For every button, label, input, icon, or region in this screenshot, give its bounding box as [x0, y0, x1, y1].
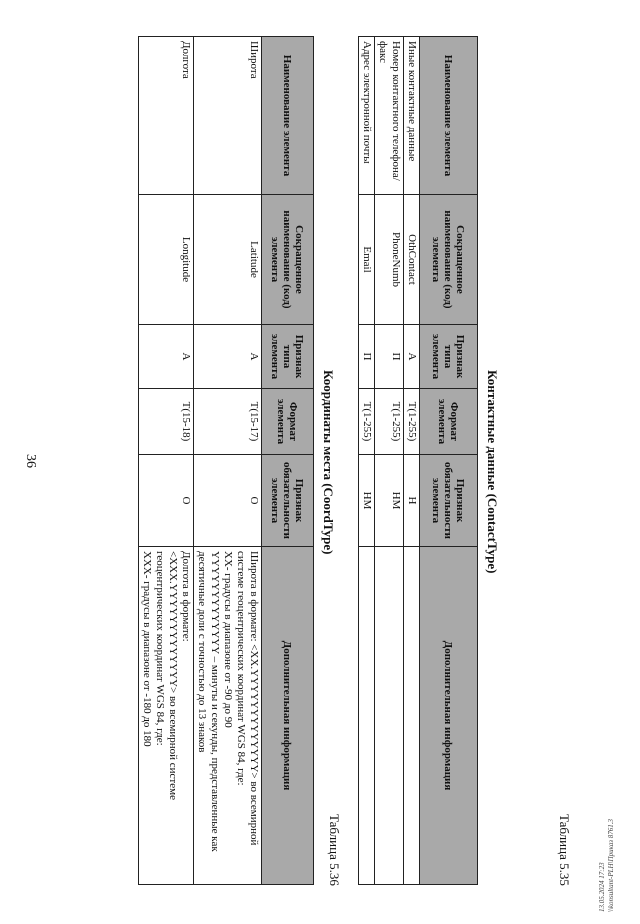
info-line: XXX- градусы в диапазоне от -180 до 180	[141, 551, 153, 747]
table-header-row	[262, 37, 314, 885]
table-row	[404, 37, 420, 885]
cell-name: Долгота	[139, 37, 194, 195]
info-line: <XXX.YYYYYYYYYYYYY> во всемирной системе геоцентрических координат WGS 84, где:	[154, 551, 179, 800]
cell-type: П	[359, 325, 375, 389]
cell-required: НМ	[375, 455, 404, 547]
header-element-name: Наименование элемента	[262, 37, 314, 195]
page-number: 36	[23, 454, 38, 468]
cell-required: Н	[404, 455, 420, 547]
table-header-row	[420, 37, 478, 885]
info-line: XX- градусы в диапазоне от -90 до 90	[222, 551, 234, 728]
cell-format: T(1-255)	[359, 389, 375, 455]
cell-type: А	[404, 325, 420, 389]
table-row	[194, 37, 262, 885]
cell-name: Широта	[194, 37, 262, 195]
cell-info	[404, 547, 420, 885]
cell-info	[194, 547, 262, 885]
table-row	[359, 37, 375, 885]
cell-code: Email	[359, 195, 375, 325]
table-row	[139, 37, 194, 885]
table-5-36-title: Координаты места (CoordType)	[321, 370, 336, 555]
header-element-type: Признак типа элемента	[420, 325, 478, 389]
info-line: Долгота в формате:	[180, 551, 192, 642]
cell-code: OthContact	[404, 195, 420, 325]
info-line: YYYYYYYYYYYYY – минуты и секунды, представленные как десятичные доли с точностью до 13 знаков	[196, 551, 221, 852]
cell-info	[359, 547, 375, 885]
table-5-36-label: Таблица 5.36	[327, 814, 342, 886]
cell-required: О	[194, 455, 262, 547]
cell-required: О	[139, 455, 194, 547]
cell-code: Latitude	[194, 195, 262, 325]
cell-code: Longitude	[139, 195, 194, 325]
header-element-code: Сокращенное наименование (код) элемента	[420, 195, 478, 325]
table-5-35-title: Контактные данные (ContactType)	[485, 370, 500, 574]
cell-code: PhoneNumb	[375, 195, 404, 325]
cell-info	[375, 547, 404, 885]
header-additional-info: Дополнительная информация	[420, 547, 478, 885]
header-element-required: Признак обязательности элемента	[262, 455, 314, 547]
table-row	[375, 37, 404, 885]
cell-format: T(15-18)	[139, 389, 194, 455]
header-element-type: Признак типа элемента	[262, 325, 314, 389]
cell-type: П	[375, 325, 404, 389]
cell-format: T(1-255)	[375, 389, 404, 455]
header-additional-info: Дополнительная информация	[262, 547, 314, 885]
coord-type-table	[138, 36, 314, 885]
stamp-date: 13.05.2024 17:23	[598, 862, 606, 912]
cell-format: T(15-17)	[194, 389, 262, 455]
cell-info	[139, 547, 194, 885]
cell-type: А	[194, 325, 262, 389]
header-element-required: Признак обязательности элемента	[420, 455, 478, 547]
cell-required: НМ	[359, 455, 375, 547]
cell-name: Иные контактные данные	[404, 37, 420, 195]
header-element-code: Сокращенное наименование (код) элемента	[262, 195, 314, 325]
header-element-format: Формат элемента	[262, 389, 314, 455]
cell-format: T(1-255)	[404, 389, 420, 455]
header-element-format: Формат элемента	[420, 389, 478, 455]
cell-type: А	[139, 325, 194, 389]
header-element-name: Наименование элемента	[420, 37, 478, 195]
contact-type-table	[358, 36, 478, 885]
cell-name: Номер контактного телефона/факс	[375, 37, 404, 195]
cell-name: Адрес электронной почты	[359, 37, 375, 195]
table-5-35-label: Таблица 5.35	[557, 814, 572, 886]
stamp-path: \\konsultant-PLH\Приказ 8761.3	[607, 819, 615, 912]
info-line: Широта в формате: <XX.YYYYYYYYYYYYY> во всемирной системе геоцентрических координат WGS 84, где:	[235, 551, 260, 846]
